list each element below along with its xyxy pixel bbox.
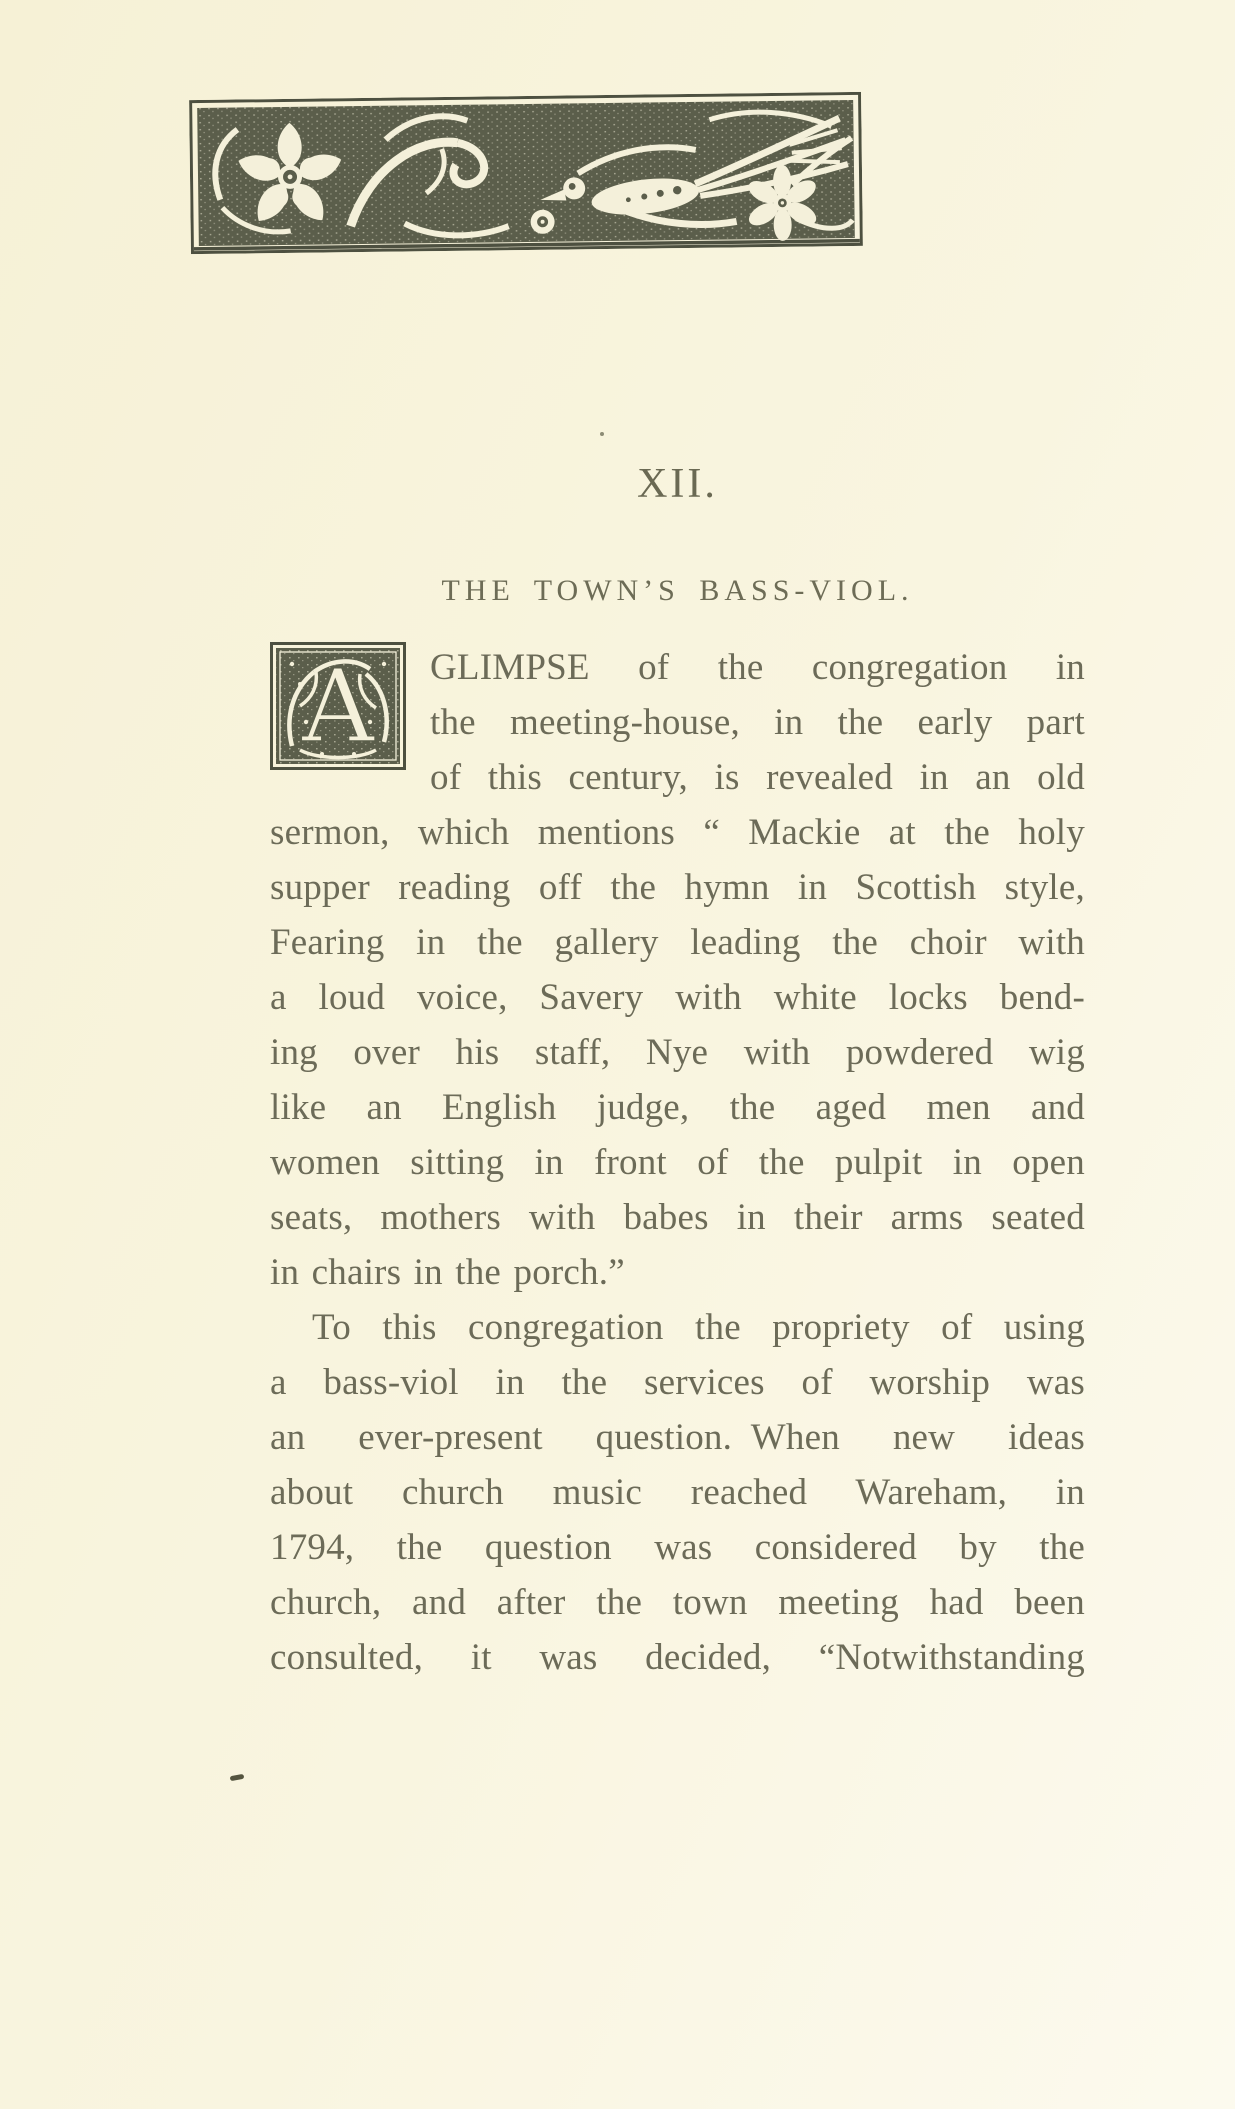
- text-line: GLIMPSE of the congregation in: [430, 647, 1085, 688]
- text-line: of this century, is revealed in an old: [430, 757, 1085, 798]
- text-line: a bass-viol in the services of worship was: [270, 1362, 1085, 1403]
- drop-cap-initial: [270, 642, 406, 770]
- text-line: church, and after the town meeting had been: [270, 1582, 1085, 1623]
- text-line: sermon, which mentions “ Mackie at the holy: [270, 812, 1085, 853]
- text-line: Fearing in the gallery leading the choir with: [270, 922, 1085, 963]
- drop-cap-letter: A: [301, 648, 375, 765]
- text-line: supper reading off the hymn in Scottish style,: [270, 867, 1085, 908]
- text-line: like an English judge, the aged men and: [270, 1087, 1085, 1128]
- text-line: about church music reached Wareham, in: [270, 1472, 1085, 1513]
- text-line: 1794, the question was considered by the: [270, 1527, 1085, 1568]
- ink-dash: [230, 1774, 245, 1781]
- headpiece-ornament: [189, 92, 863, 254]
- ink-speck: [600, 432, 604, 436]
- text-line: in chairs in the porch.”: [270, 1252, 625, 1293]
- text-line: seats, mothers with babes in their arms seated: [270, 1197, 1085, 1238]
- text-line: consulted, it was decided, “Notwithstanding: [270, 1637, 1085, 1678]
- chapter-number: XII.: [637, 461, 718, 507]
- text-line: ing over his staff, Nye with powdered wig: [270, 1032, 1085, 1073]
- paragraph-2: [270, 1300, 1085, 1685]
- text-line: a loud voice, Savery with white locks bend-: [270, 977, 1085, 1018]
- body-text-column: [270, 640, 1085, 1685]
- text-line: an ever-present question. When new ideas: [270, 1417, 1085, 1458]
- text-line: To this congregation the propriety of using: [312, 1307, 1085, 1348]
- text-line: women sitting in front of the pulpit in open: [270, 1142, 1085, 1183]
- chapter-title: THE TOWN’S BASS-VIOL.: [441, 574, 914, 607]
- text-line: the meeting-house, in the early part: [430, 702, 1085, 743]
